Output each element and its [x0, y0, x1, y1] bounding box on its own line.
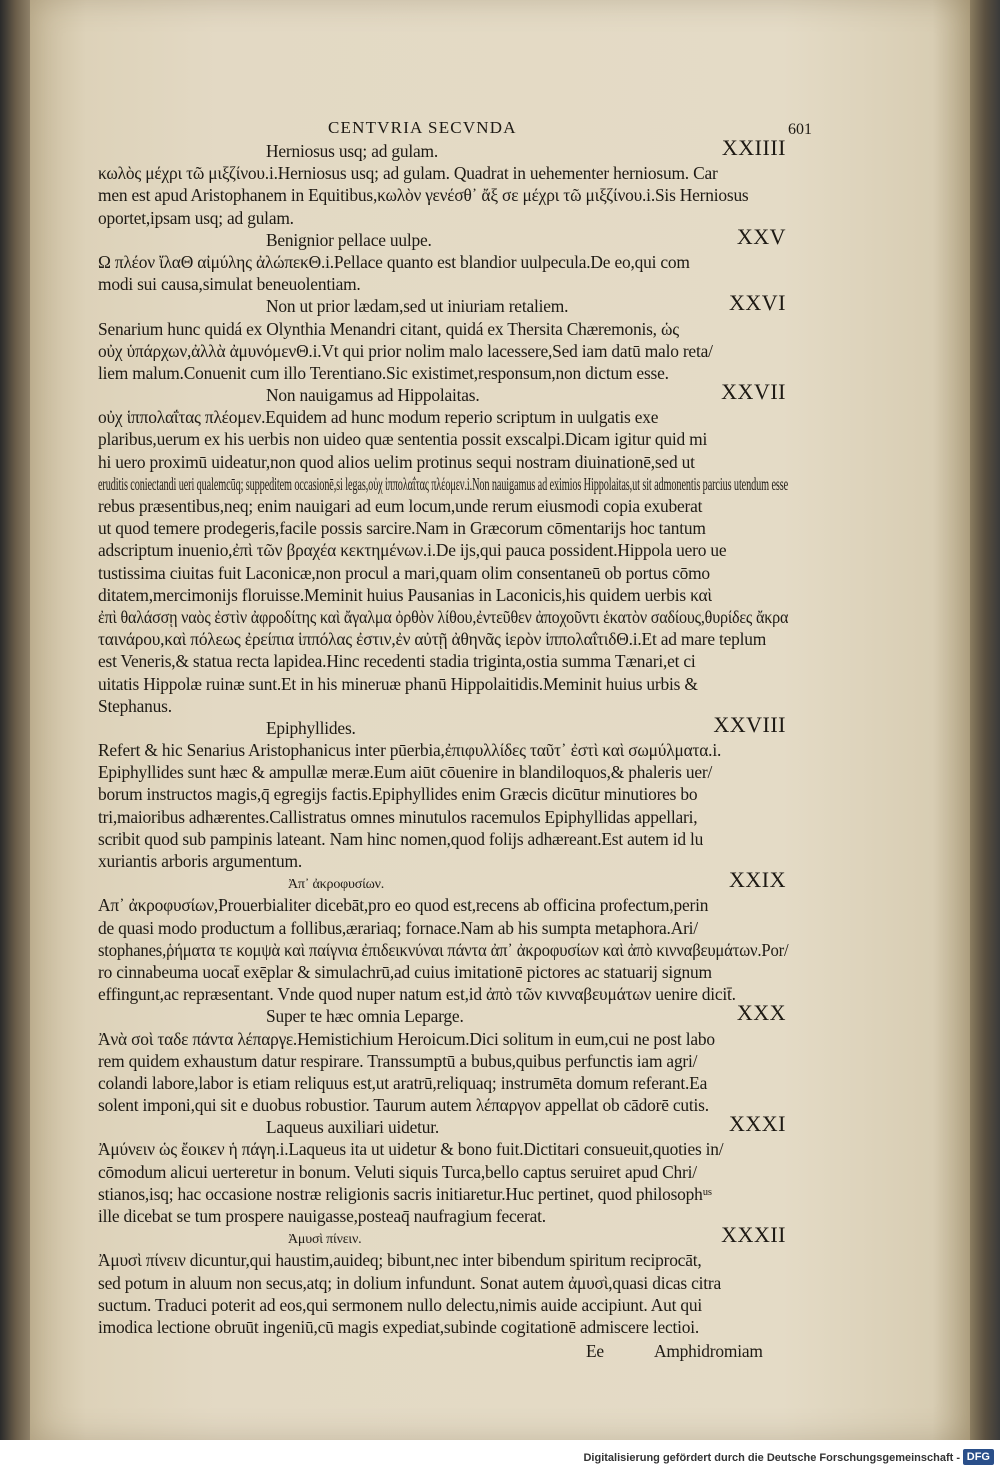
entry-numeral: XXX: [736, 1000, 786, 1026]
text-line: ταινάρου,καὶ πόλεως ἐρείπια ἱππόλας ἐστιν,ἐν αὐτῇ ἀθηνᾶς ἱερὸν ἱππολαΐτιδΘ.i.Et ad mare teplum: [98, 629, 767, 650]
text-line: Ω πλέον ἴλαΘ αἰμύλης ἀλώπεκΘ.i.Pellace quanto est blandior uulpecula.De eo,qui com: [98, 251, 690, 272]
entry-heading: [98, 290, 788, 317]
adage-entry: [98, 290, 788, 384]
text-line: rebus præsentibus,neq; enim nauigari ad eum locum,unde rerum eiusmodi copia exuberat: [98, 496, 703, 516]
entry-heading: [98, 1222, 788, 1249]
text-line: Refert & hic Senarius Aristophanicus inter pūerbia,ἐπιφυλλίδες ταῦτ᾽ ἐστὶ καὶ σωμύλματα.i.: [98, 740, 722, 761]
entry-numeral: XXVIII: [713, 711, 786, 737]
text-line: men est apud Aristophanem in Equitibus,κωλὸν γενέσθ᾽ ἄξ σε μέχρι τῶ μιξζίνου.i.Sis Herniosus: [98, 185, 749, 206]
text-line: stianos,isq; hac occasione nostræ religionis sacris initiaretur.Huc pertinet, quod philosophᵘˢ: [98, 1183, 712, 1204]
head-spacer: [98, 118, 788, 140]
entry-heading: [98, 867, 788, 894]
catchword: Amphidromiam: [654, 1341, 763, 1362]
entry-numeral: XXVII: [721, 379, 786, 405]
adage-entry: [98, 223, 788, 296]
text-line: imodica lectione obruūt ingeniū,cū magis expediat,subinde cogitationē admiscere lectioi.: [98, 1316, 700, 1337]
entry-heading: [98, 1111, 788, 1138]
adage-entry: [98, 379, 789, 717]
page-fore-edge: [970, 0, 1000, 1440]
text-line: modi sui causa,simulat beneuolentiam.: [98, 274, 361, 295]
entry-numeral: XXV: [736, 223, 786, 249]
entry-numeral: XXXI: [729, 1111, 786, 1137]
entry-title: Epiphyllides.: [266, 717, 356, 738]
text-line: plaribus,uerum ex his uerbis non uideo quæ sententia possit exscalpi.Dicam igitur quid mi: [98, 429, 708, 450]
entry-title: Super te hæc omnia Leparge.: [266, 1006, 464, 1027]
dfg-logo-icon: DFG: [963, 1449, 994, 1465]
text-line: de quasi modo productum a follibus,ærariaq; fornace.Nam ab his sumpta metaphora.Ari/: [98, 917, 698, 938]
entry-numeral: XXVI: [729, 290, 786, 316]
entry-title: Ἀμυσὶ πίνειν.: [288, 1232, 362, 1248]
entry-heading: [98, 711, 788, 739]
text-line: Απ᾽ ἀκροφυσίων,Prouerbialiter dicebāt,pro eo quod est,recens ab officina profectum,perin: [98, 895, 709, 916]
text-line: tri,maioribus adhærentes.Callistratus omnes minutulos racemulos Epiphyllidas appellari,: [98, 806, 698, 827]
text-line: ro cinnabeuma uocat̄ exēplar & simulachrū,ad cuius imitationē pictores ac statuarij signum: [98, 961, 712, 982]
text-line: Senarium hunc quidá ex Olynthia Menandri citant, quidá ex Thersita Chæremonis, ὡς: [98, 318, 679, 339]
text-line: tustissima ciuitas fuit Laconicæ,non procul a mari,quam olim consentaneū ob portus cōmo: [98, 562, 710, 583]
entry-title: Laqueus auxiliari uidetur.: [266, 1117, 440, 1138]
entry-numeral: XXXII: [721, 1222, 786, 1248]
entry-title: Non nauigamus ad Hippolaitas.: [266, 385, 480, 406]
text-line: effingunt,ac repræsentant. Vnde quod nuper natum est,id ἀπὸ τῶν κινναβευμάτων uenire dicit̄.: [98, 984, 736, 1005]
adage-entry: [98, 1000, 788, 1116]
entry-heading: [98, 223, 788, 251]
footer-credit: Digitalisierung gefördert durch die Deutsche Forschungsgemeinschaft -: [583, 1452, 960, 1464]
text-line: Stephanus.: [98, 695, 172, 716]
text-line: hi uero proximū uideatur,non quod alios uelim protinus sequi nostram diuinationē,sed ut: [98, 451, 695, 472]
text-line: colandi labore,labor is etiam reliquus est,ut aratrū,reliquaq; instrumēta domum referant.Ea: [98, 1072, 708, 1093]
footer-bar: [0, 1440, 1000, 1478]
running-head: CENTVRIA SECVNDA: [328, 118, 517, 137]
text-line: oportet,ipsam usq; ad gulam.: [98, 207, 294, 228]
adage-entry: [98, 711, 788, 872]
entry-title: Benignior pellace uulpe.: [266, 229, 432, 250]
text-line: οὐχ ἱππολαΐτας πλέομεν.Equidem ad hunc modum reperio scriptum in uulgatis exe: [98, 407, 659, 428]
text-line: ἐπὶ θαλάσσῃ ναὸς ἐστὶν ἀφροδίτης καὶ ἄγαλμα ὀρθὸν λίθου,ἐντεῦθεν ἀποχοῦντι ἑκατὸν σαδίους,θυρίδες ἄκρα: [98, 606, 789, 627]
adage-entry: [98, 135, 788, 229]
text-line: rem quidem exhaustum datur respirare. Transsumptū a bubus,quibus perfunctis iam agri/: [98, 1050, 698, 1071]
text-line: stophanes,ῥήματα τε κομψὰ καὶ παίγνια ἐπιδεικνύναι πάντα ἀπ᾽ ἀκροφυσίων καὶ ἀπὸ κινναβευμάτων.Por/: [98, 939, 789, 960]
text-line: cōmodum alicui uerteretur in bonum. Veluti siquis Turca,bello captus seruiret apud Chri/: [98, 1161, 697, 1182]
text-line: Ἀμυσὶ πίνειν dicuntur,qui haustim,auideq; bibunt,nec inter bibendum spiritum reciprocāt,: [98, 1250, 702, 1271]
catchword-line: [98, 1340, 788, 1366]
entry-heading: [98, 379, 788, 406]
entry-heading: [98, 135, 788, 162]
text-line: eruditis coniectandi ueri qualemcūq; suppeditem occasionē,si legas,οὐχ ἱππολαΐτας πλέομεν.i.Non nauigamus ad eximios Hippolaitas,ut sit admonentis parcius utendum esse: [98, 473, 789, 494]
text-line: xuriantis arboris argumentum.: [98, 851, 302, 871]
text-line: adscriptum inuenio,ἐπὶ τῶν βραχέα κεκτημένων.i.De ijs,qui pauca possident.Hippola uero ue: [98, 540, 727, 561]
entry-title: Herniosus usq; ad gulam.: [266, 141, 438, 161]
folio-number: 601: [788, 121, 812, 138]
adage-entry: [98, 1111, 788, 1227]
adage-entry: [98, 1222, 788, 1338]
text-line: Epiphyllides sunt hæc & ampullæ meræ.Eum aiūt cōuenire in blandiloquos,& phaleris uer/: [98, 762, 713, 783]
text-line: ut quod temere prodegeris,facile possis sarcire.Nam in Græcorum cōmentarijs hoc tantum: [98, 518, 706, 539]
text-line: solent imponi,qui sit e duobus robustior. Taurum autem λέπαργον appellat ob cādorē cutis.: [98, 1095, 709, 1116]
text-line: est Veneris,& statua recta lapidea.Hinc recedenti stadia triginta,ostia summa Tænari,et ci: [98, 651, 696, 672]
signature-mark: Ee: [586, 1341, 604, 1362]
text-line: κωλὸς μέχρι τῶ μιξζίνου.i.Herniosus usq; ad gulam. Quadrat in uehementer herniosum. Car: [98, 163, 718, 184]
text-line: liem malum.Conuenit cum illo Terentiano.Sic existimet,responsum,non dictum esse.: [98, 362, 669, 383]
entry-heading: [98, 1000, 788, 1027]
entry-numeral: XXIX: [729, 867, 786, 893]
text-line: sed potum in aluum non secus,atq; in dolium infundunt. Sonat autem ἀμυσὶ,quasi dicas citra: [98, 1272, 721, 1293]
entry-numeral: XXIIII: [721, 135, 786, 160]
text-line: uitatis Hippolæ ruinæ sunt.Et in his mineruæ phanū Hippolaitidis.Meminit huius urbis &: [98, 673, 698, 694]
text-line: borum instructos magis,q̄ egregijs factis.Epiphyllides enim Græcis dicūtur minutiores bo: [98, 784, 698, 805]
text-line: ille dicebat se tum prospere nauigasse,posteaq̄ naufragium fecerat.: [98, 1206, 546, 1226]
text-line: οὐχ ὑπάρχων,ἀλλὰ ἀμυνόμενΘ.i.Vt qui prior nolim malo lacessere,Sed iam datū malo reta/: [98, 340, 713, 361]
text-line: Ἀμύνειν ὡς ἔοικεν ἡ πάγη.i.Laqueus ita ut uidetur & bono fuit.Dictitari consueuit,quoties in/: [98, 1139, 724, 1160]
entry-title: Ἀπ᾽ ἀκροφυσίων.: [288, 877, 385, 893]
page-body: [98, 118, 788, 1366]
text-line: Ἀνὰ σοὶ ταδε πάντα λέπαργε.Hemistichium Heroicum.Dici solitum in eum,cui ne post labo: [98, 1028, 715, 1049]
text-line: scribit quod sub pampinis lateant. Nam hinc nomen,quod folijs adhæreant.Est autem id lu: [98, 828, 704, 849]
text-line: suctum. Traduci poterit ad eos,qui sermonem nullo delectu,nimis auide accipiunt. Aut qui: [98, 1294, 703, 1315]
entry-title: Non ut prior lædam,sed ut iniuriam retaliem.: [266, 296, 569, 317]
adage-entry: [98, 867, 789, 1005]
text-line: ditatem,mercimonijs floruisse.Meminit huius Pausanias in Laconicis,his quidem uerbis καὶ: [98, 584, 712, 605]
